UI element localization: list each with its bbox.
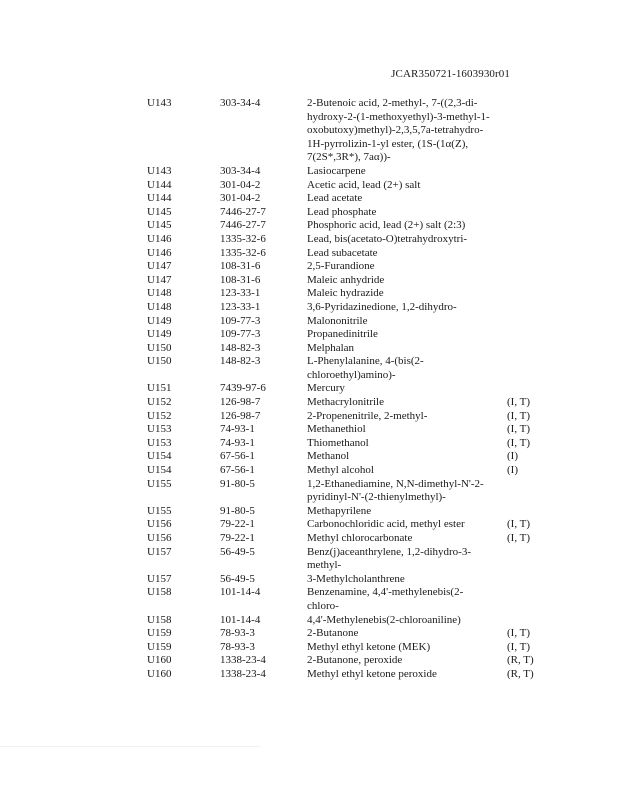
cas-number: 1335-32-6	[220, 232, 266, 245]
table-row	[147, 437, 567, 451]
hazard-code: (R, T)	[507, 667, 534, 680]
substance-name	[307, 233, 503, 247]
substance-name	[307, 315, 503, 329]
hazard-code: (R, T)	[507, 654, 534, 667]
substance-name	[307, 342, 503, 356]
substance-name-line: 7(2S*,3R*), 7aα))-	[307, 151, 391, 164]
substance-name	[307, 274, 503, 288]
cas-number: 303-34-4	[220, 97, 261, 109]
cas-number: 108-31-6	[220, 260, 261, 273]
cas-number: 301-04-2	[220, 178, 261, 191]
table-row	[147, 586, 567, 613]
table-row	[147, 97, 567, 165]
hazard-code: (I, T)	[507, 409, 531, 422]
substance-name	[307, 219, 503, 233]
substance-name-line: Lead acetate	[307, 192, 363, 205]
substance-name-line: 1,2-Ethanediamine, N,N-dimethyl-N'-2-	[307, 477, 484, 490]
substance-name-line: 1H-pyrrolizin-1-yl ester, (1S-(1α(Z),	[307, 137, 469, 150]
table-row	[147, 260, 567, 274]
substance-name	[307, 423, 503, 437]
substance-name-line: Lasiocarpene	[307, 164, 366, 177]
cas-number: 91-80-5	[220, 504, 255, 517]
substance-name	[307, 464, 503, 478]
substance-name-line: Carbonochloridic acid, methyl ester	[307, 518, 465, 531]
waste-code: U155	[147, 477, 172, 490]
table-row	[147, 301, 567, 315]
substance-name-line: 2-Butanone	[307, 627, 359, 640]
substance-name-line: Methyl alcohol	[307, 464, 374, 477]
table-row	[147, 247, 567, 261]
substance-name	[307, 573, 503, 587]
substance-name-line: pyridinyl-N'-(2-thienylmethyl)-	[307, 491, 446, 504]
cas-number: 56-49-5	[220, 545, 255, 558]
substance-name	[307, 410, 503, 424]
waste-code: U156	[147, 518, 172, 531]
substance-name	[307, 518, 503, 532]
substance-name	[307, 654, 503, 668]
waste-code: U154	[147, 464, 172, 477]
substance-name-line: Methanethiol	[307, 423, 366, 436]
table-row	[147, 315, 567, 329]
waste-code: U159	[147, 640, 172, 653]
cas-number: 123-33-1	[220, 300, 261, 313]
substance-name-line: 2-Propenenitrile, 2-methyl-	[307, 409, 428, 422]
hazard-code: (I)	[507, 450, 518, 463]
waste-code: U149	[147, 314, 172, 327]
cas-number: 148-82-3	[220, 355, 261, 368]
substance-name	[307, 505, 503, 519]
substance-name	[307, 97, 503, 165]
cas-number: 109-77-3	[220, 314, 261, 327]
substance-name	[307, 260, 503, 274]
hazard-code: (I, T)	[507, 532, 531, 544]
substance-name-line: Acetic acid, lead (2+) salt	[307, 178, 421, 191]
table-row	[147, 342, 567, 356]
cas-number: 1338-23-4	[220, 654, 266, 667]
substance-name-line: Benz(j)aceanthrylene, 1,2-dihydro-3-	[307, 545, 472, 558]
table-row	[147, 179, 567, 193]
substance-name	[307, 287, 503, 301]
cas-number: 126-98-7	[220, 409, 261, 422]
table-row	[147, 518, 567, 532]
cas-number: 108-31-6	[220, 273, 261, 286]
cas-number: 1335-32-6	[220, 246, 266, 259]
substance-name-line: 3,6-Pyridazinedione, 1,2-dihydro-	[307, 300, 457, 313]
waste-code: U147	[147, 273, 172, 286]
table-row	[147, 464, 567, 478]
substance-name-line: Methacrylonitrile	[307, 396, 384, 409]
table-row	[147, 206, 567, 220]
waste-code: U160	[147, 667, 172, 680]
cas-number: 91-80-5	[220, 477, 255, 490]
cas-number: 56-49-5	[220, 572, 255, 585]
substance-name	[307, 301, 503, 315]
substance-name-line: Methanol	[307, 450, 350, 463]
waste-code: U149	[147, 328, 172, 341]
cas-number: 101-14-4	[220, 613, 261, 626]
substance-name-line: L-Phenylalanine, 4-(bis(2-	[307, 355, 424, 368]
substance-name	[307, 668, 503, 682]
cas-number: 123-33-1	[220, 287, 261, 300]
waste-code: U146	[147, 232, 172, 245]
substance-name	[307, 614, 503, 628]
substance-name-line: 2,5-Furandione	[307, 260, 375, 273]
table-row	[147, 382, 567, 396]
substance-name	[307, 382, 503, 396]
substance-name	[307, 586, 503, 613]
substance-name-line: Methyl chlorocarbonate	[307, 532, 413, 544]
document-id: JCAR350721-1603930r01	[391, 68, 510, 80]
waste-code: U152	[147, 396, 172, 409]
substance-name	[307, 165, 503, 179]
waste-code: U146	[147, 246, 172, 259]
substance-name	[307, 355, 503, 382]
substance-name-line: Malononitrile	[307, 314, 368, 327]
hazard-code: (I)	[507, 464, 518, 477]
table-row	[147, 423, 567, 437]
waste-code: U145	[147, 205, 172, 218]
substance-name	[307, 192, 503, 206]
substance-name-line: Lead subacetate	[307, 246, 378, 259]
substance-name-line: Thiomethanol	[307, 436, 369, 449]
substance-name	[307, 641, 503, 655]
substance-name	[307, 328, 503, 342]
table-row	[147, 573, 567, 587]
cas-number: 79-22-1	[220, 532, 255, 544]
substance-name-line: 2-Butenoic acid, 2-methyl-, 7-((2,3-di-	[307, 97, 478, 109]
substance-name	[307, 450, 503, 464]
cas-number: 7446-27-7	[220, 219, 266, 232]
waste-code: U158	[147, 613, 172, 626]
substance-name-line: Methapyrilene	[307, 504, 372, 517]
waste-code: U144	[147, 192, 172, 205]
waste-code: U160	[147, 654, 172, 667]
waste-code: U151	[147, 382, 172, 395]
substance-name-line: hydroxy-2-(1-methoxyethyl)-3-methyl-1-	[307, 110, 490, 123]
substance-name-line: chloro-	[307, 599, 339, 612]
substance-name-line: 3-Methylcholanthrene	[307, 572, 405, 585]
table-row	[147, 641, 567, 655]
cas-number: 126-98-7	[220, 396, 261, 409]
substance-name-line: methyl-	[307, 559, 342, 572]
cas-number: 7439-97-6	[220, 382, 266, 395]
substance-name-line: Phosphoric acid, lead (2+) salt (2:3)	[307, 219, 466, 232]
substance-name-line: Lead phosphate	[307, 205, 377, 218]
hazard-code: (I, T)	[507, 436, 531, 449]
waste-code: U150	[147, 355, 172, 368]
waste-code: U143	[147, 164, 172, 177]
waste-code: U153	[147, 423, 172, 436]
waste-code: U154	[147, 450, 172, 463]
substance-name	[307, 546, 503, 573]
cas-number: 109-77-3	[220, 328, 261, 341]
substance-name-line: Methyl ethyl ketone peroxide	[307, 667, 437, 680]
table-row	[147, 410, 567, 424]
substance-name	[307, 179, 503, 193]
table-row	[147, 396, 567, 410]
substance-name-line: chloroethyl)amino)-	[307, 368, 396, 381]
substance-name	[307, 437, 503, 451]
substance-name	[307, 627, 503, 641]
substance-name	[307, 247, 503, 261]
table-row	[147, 219, 567, 233]
waste-code: U147	[147, 260, 172, 273]
waste-code: U148	[147, 300, 172, 313]
substance-name-line: 2-Butanone, peroxide	[307, 654, 403, 667]
cas-number: 67-56-1	[220, 450, 255, 463]
substance-name	[307, 396, 503, 410]
substance-name-line: Lead, bis(acetato-O)tetrahydroxytri-	[307, 232, 468, 245]
cas-number: 78-93-3	[220, 627, 255, 640]
waste-code: U159	[147, 627, 172, 640]
substance-name-line: Benzenamine, 4,4'-methylenebis(2-	[307, 586, 464, 599]
table-row	[147, 505, 567, 519]
waste-code: U153	[147, 436, 172, 449]
substance-name-line: Mercury	[307, 382, 345, 395]
table-row	[147, 478, 567, 505]
waste-code: U157	[147, 572, 172, 585]
hazardous-waste-table	[147, 97, 567, 682]
cas-number: 67-56-1	[220, 464, 255, 477]
cas-number: 148-82-3	[220, 341, 261, 354]
table-row	[147, 546, 567, 573]
table-row	[147, 668, 567, 682]
substance-name-line: Melphalan	[307, 341, 355, 354]
hazard-code: (I, T)	[507, 627, 531, 640]
table-row	[147, 450, 567, 464]
waste-code: U152	[147, 409, 172, 422]
waste-code: U158	[147, 586, 172, 599]
substance-name-line: Maleic hydrazide	[307, 287, 384, 300]
hazard-code: (I, T)	[507, 423, 531, 436]
waste-code: U156	[147, 532, 172, 544]
waste-code: U155	[147, 504, 172, 517]
table-row	[147, 287, 567, 301]
footer-rule	[0, 746, 260, 747]
cas-number: 303-34-4	[220, 164, 261, 177]
substance-name-line: 4,4'-Methylenebis(2-chloroaniline)	[307, 613, 461, 626]
cas-number: 74-93-1	[220, 436, 255, 449]
substance-name-line: oxobutoxy)methyl)-2,3,5,7a-tetrahydro-	[307, 124, 484, 137]
cas-number: 301-04-2	[220, 192, 261, 205]
table-row	[147, 328, 567, 342]
table-row	[147, 654, 567, 668]
hazard-code: (I, T)	[507, 518, 531, 531]
table-row	[147, 165, 567, 179]
waste-code: U150	[147, 341, 172, 354]
substance-name	[307, 206, 503, 220]
substance-name	[307, 478, 503, 505]
hazard-code: (I, T)	[507, 396, 531, 409]
substance-name-line: Maleic anhydride	[307, 273, 385, 286]
table-row	[147, 233, 567, 247]
cas-number: 78-93-3	[220, 640, 255, 653]
substance-name-line: Propanedinitrile	[307, 328, 378, 341]
substance-name	[307, 532, 503, 546]
table-row	[147, 614, 567, 628]
waste-code: U145	[147, 219, 172, 232]
table-row	[147, 274, 567, 288]
cas-number: 74-93-1	[220, 423, 255, 436]
hazard-code: (I, T)	[507, 640, 531, 653]
waste-code: U143	[147, 97, 172, 109]
waste-code: U144	[147, 178, 172, 191]
cas-number: 7446-27-7	[220, 205, 266, 218]
cas-number: 101-14-4	[220, 586, 261, 599]
table-row	[147, 532, 567, 546]
waste-code: U148	[147, 287, 172, 300]
substance-name-line: Methyl ethyl ketone (MEK)	[307, 640, 431, 653]
waste-code: U157	[147, 545, 172, 558]
cas-number: 79-22-1	[220, 518, 255, 531]
table-row	[147, 355, 567, 382]
cas-number: 1338-23-4	[220, 667, 266, 680]
table-row	[147, 627, 567, 641]
table-row	[147, 192, 567, 206]
